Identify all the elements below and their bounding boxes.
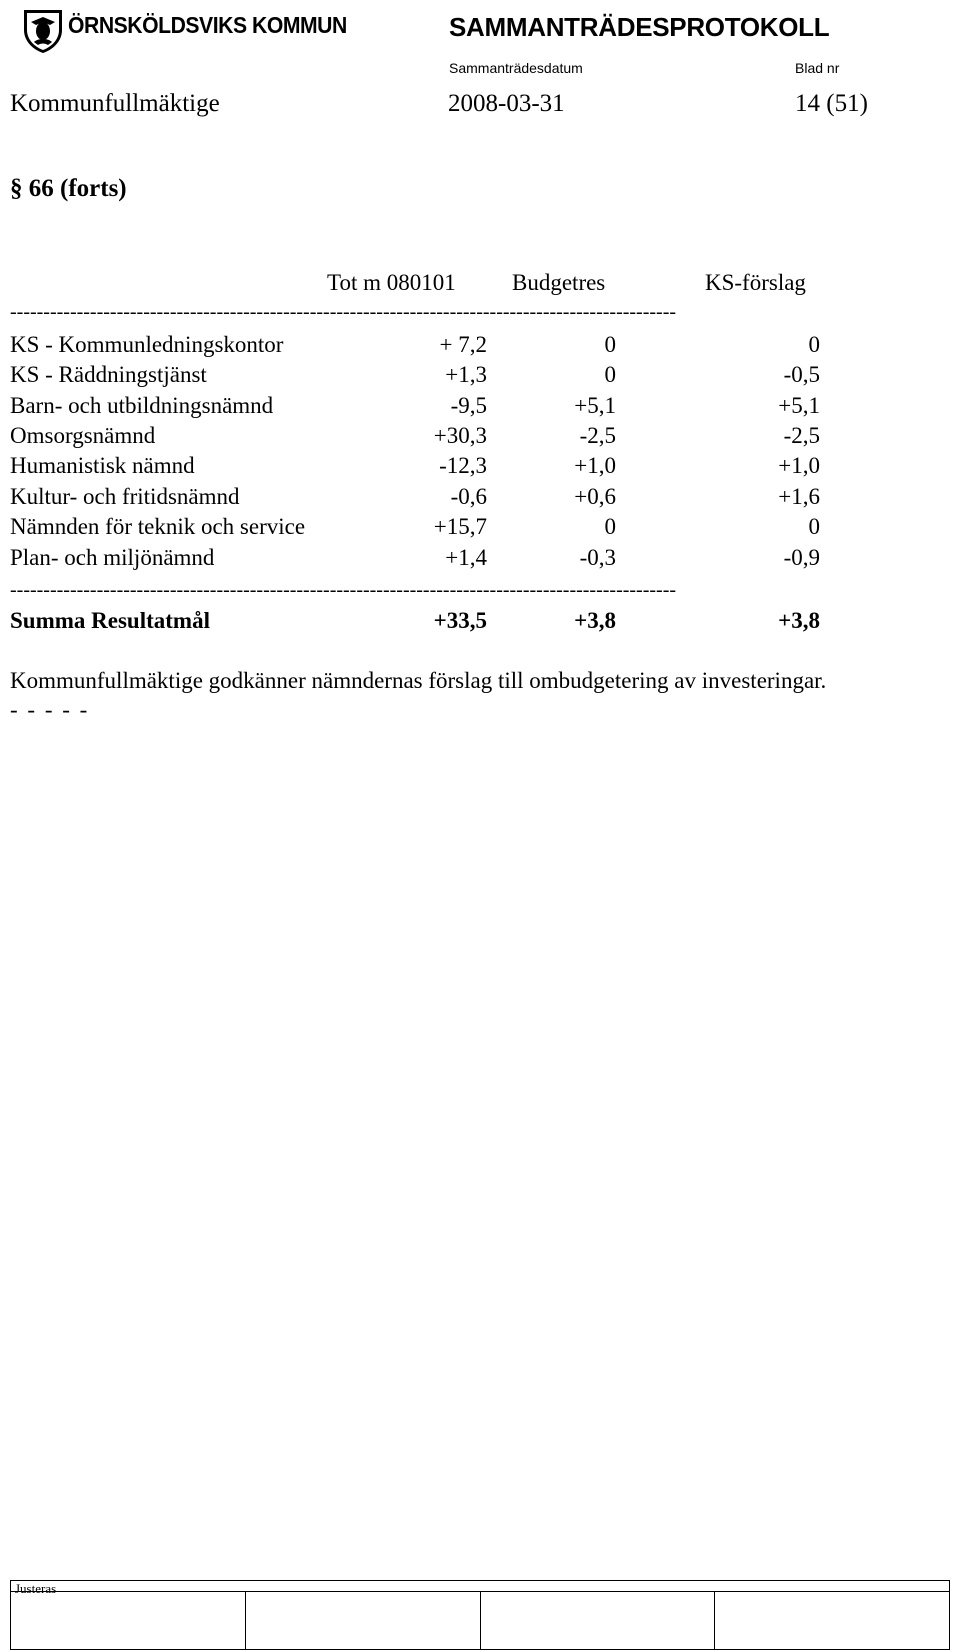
table-row — [0, 423, 960, 453]
row-total: +30,3 — [433, 423, 487, 448]
row-total: +1,3 — [445, 362, 487, 387]
table-row — [0, 545, 960, 575]
meeting-date: 2008-03-31 — [448, 90, 565, 117]
table-total-row — [0, 608, 960, 638]
row-budget: +5,1 — [574, 393, 616, 418]
row-total: -12,3 — [439, 453, 487, 478]
column-header-budget: Budgetres — [512, 270, 606, 295]
table-separator-bottom: ---------------------------------------------------------------------------------------------------- — [10, 580, 677, 600]
signature-cell — [245, 1592, 480, 1649]
end-marker: - - - - - — [10, 697, 90, 722]
row-ks: -2,5 — [783, 423, 820, 448]
row-label: Barn- och utbildningsnämnd — [10, 393, 274, 418]
document-type: SAMMANTRÄDESPROTOKOLL — [449, 12, 830, 42]
row-label: Plan- och miljönämnd — [10, 545, 215, 570]
row-ks: 0 — [808, 514, 820, 539]
row-budget: +0,6 — [574, 484, 616, 509]
row-budget: 0 — [604, 362, 616, 387]
row-ks: +1,6 — [778, 484, 820, 509]
total-label: Summa Resultatmål — [10, 608, 210, 633]
table-row — [0, 362, 960, 392]
table-row — [0, 393, 960, 423]
section-title: § 66 (forts) — [10, 175, 127, 202]
decision-text: Kommunfullmäktige godkänner nämndernas förslag till ombudgetering av investeringar. — [10, 668, 827, 693]
row-total: +1,4 — [445, 545, 487, 570]
row-label: KS - Räddningstjänst — [10, 362, 207, 387]
row-ks: +5,1 — [778, 393, 820, 418]
row-label: Kultur- och fritidsnämnd — [10, 484, 240, 509]
row-ks: 0 — [808, 332, 820, 357]
row-budget: 0 — [604, 514, 616, 539]
row-label: Omsorgsnämnd — [10, 423, 156, 448]
page-number: 14 (51) — [795, 90, 868, 117]
table-row — [0, 453, 960, 483]
row-label: Nämnden för teknik och service — [10, 514, 306, 539]
table-row — [0, 514, 960, 544]
column-header-total: Tot m 080101 — [327, 270, 456, 295]
row-label: Humanistisk nämnd — [10, 453, 195, 478]
justeras-box — [10, 1580, 950, 1650]
signature-cell — [480, 1592, 715, 1649]
meeting-date-label: Sammanträdesdatum — [449, 60, 583, 76]
total-budget: +3,8 — [574, 608, 616, 633]
signature-cell — [11, 1592, 245, 1649]
row-total: +15,7 — [433, 514, 487, 539]
justeras-label: Justeras — [15, 1581, 57, 1596]
row-total: + 7,2 — [439, 332, 487, 357]
row-budget: 0 — [604, 332, 616, 357]
row-budget: +1,0 — [574, 453, 616, 478]
row-ks: +1,0 — [778, 453, 820, 478]
row-total: -9,5 — [450, 393, 487, 418]
row-ks: -0,9 — [783, 545, 820, 570]
signature-cell — [714, 1592, 949, 1649]
table-row — [0, 484, 960, 514]
column-header-ks: KS-förslag — [705, 270, 806, 295]
row-total: -0,6 — [450, 484, 487, 509]
total-ks: +3,8 — [778, 608, 820, 633]
page-number-label: Blad nr — [795, 60, 840, 76]
row-label: KS - Kommunledningskontor — [10, 332, 284, 357]
row-ks: -0,5 — [783, 362, 820, 387]
total-tot: +33,5 — [433, 608, 487, 633]
table-separator-top: ---------------------------------------------------------------------------------------------------- — [10, 302, 677, 322]
body-name: Kommunfullmäktige — [10, 90, 220, 117]
organization-name: ÖRNSKÖLDSVIKS KOMMUN — [68, 12, 347, 38]
row-budget: -2,5 — [579, 423, 616, 448]
municipal-crest-icon — [20, 8, 66, 54]
table-row — [0, 332, 960, 362]
row-budget: -0,3 — [579, 545, 616, 570]
